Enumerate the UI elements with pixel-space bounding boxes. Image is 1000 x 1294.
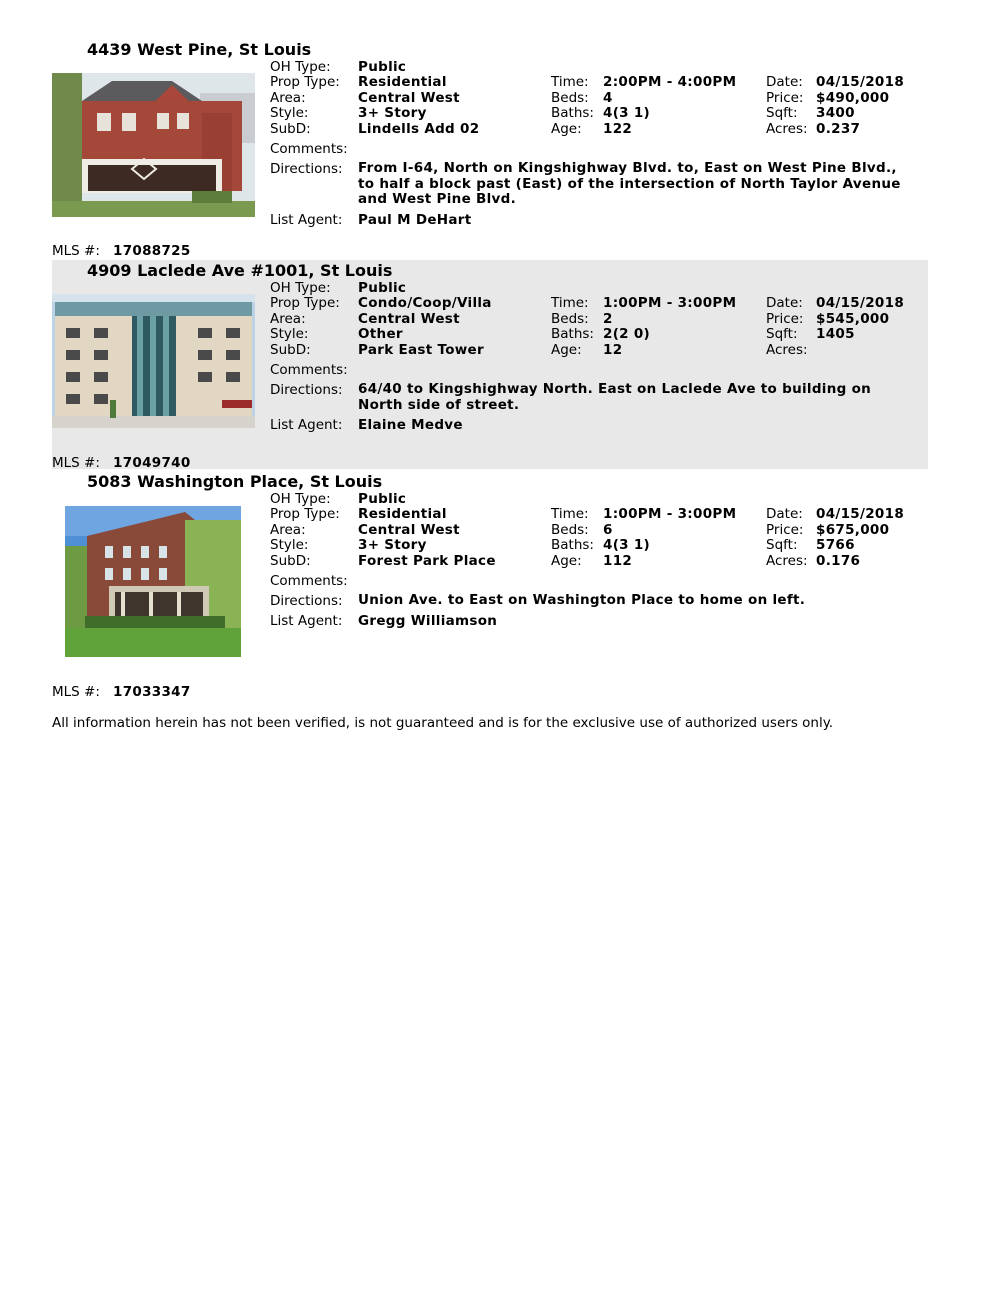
prop-type-value: Condo/Coop/Villa: [358, 295, 492, 311]
area-label: Area:: [270, 311, 306, 327]
directions-value: Union Ave. to East on Washington Place to home on left.: [358, 592, 806, 608]
property-photo[interactable]: [65, 506, 241, 657]
price-label: Price:: [766, 522, 804, 538]
time-value: 1:00PM - 3:00PM: [603, 506, 737, 522]
age-label: Age:: [551, 121, 582, 137]
time-value: 2:00PM - 4:00PM: [603, 74, 737, 90]
sqft-value: 5766: [816, 537, 855, 553]
baths-label: Baths:: [551, 105, 594, 121]
date-label: Date:: [766, 74, 803, 90]
house-photo-image: [52, 73, 255, 217]
directions-label: Directions:: [270, 161, 343, 177]
beds-value: 2: [603, 311, 613, 327]
mls-number[interactable]: 17033347: [113, 684, 191, 700]
age-value: 112: [603, 553, 633, 569]
sqft-value: 1405: [816, 326, 855, 342]
prop-type-label: Prop Type:: [270, 74, 340, 90]
oh-type-value: Public: [358, 59, 407, 75]
directions-label: Directions:: [270, 593, 343, 609]
house-photo-image: [65, 506, 241, 657]
prop-type-label: Prop Type:: [270, 295, 340, 311]
acres-label: Acres:: [766, 121, 808, 137]
directions-value: 64/40 to Kingshighway North. East on Laclede Ave to building on North side of street.: [358, 381, 872, 413]
sqft-label: Sqft:: [766, 105, 798, 121]
baths-label: Baths:: [551, 326, 594, 342]
prop-type-value: Residential: [358, 74, 447, 90]
mls-label: MLS #:: [52, 455, 100, 471]
style-label: Style:: [270, 537, 309, 553]
time-value: 1:00PM - 3:00PM: [603, 295, 737, 311]
baths-value: 2(2 0): [603, 326, 651, 342]
area-value: Central West: [358, 311, 460, 327]
beds-label: Beds:: [551, 311, 589, 327]
property-photo[interactable]: [52, 294, 255, 428]
time-label: Time:: [551, 506, 589, 522]
comments-label: Comments:: [270, 573, 348, 589]
subd-value: Forest Park Place: [358, 553, 496, 569]
date-value: 04/15/2018: [816, 295, 905, 311]
beds-label: Beds:: [551, 522, 589, 538]
subd-value: Lindells Add 02: [358, 121, 480, 137]
price-value: $675,000: [816, 522, 890, 538]
subd-label: SubD:: [270, 553, 311, 569]
area-value: Central West: [358, 90, 460, 106]
age-label: Age:: [551, 342, 582, 358]
comments-label: Comments:: [270, 141, 348, 157]
age-value: 122: [603, 121, 633, 137]
listing-card: [52, 260, 928, 469]
price-value: $545,000: [816, 311, 890, 327]
area-label: Area:: [270, 522, 306, 538]
time-label: Time:: [551, 74, 589, 90]
date-label: Date:: [766, 295, 803, 311]
beds-label: Beds:: [551, 90, 589, 106]
sqft-label: Sqft:: [766, 326, 798, 342]
prop-type-value: Residential: [358, 506, 447, 522]
style-value: 3+ Story: [358, 537, 427, 553]
subd-label: SubD:: [270, 121, 311, 137]
list-agent-value[interactable]: Elaine Medve: [358, 417, 463, 433]
mls-number[interactable]: 17049740: [113, 455, 191, 471]
oh-type-label: OH Type:: [270, 280, 331, 296]
acres-label: Acres:: [766, 553, 808, 569]
area-value: Central West: [358, 522, 460, 538]
acres-value: 0.237: [816, 121, 861, 137]
style-label: Style:: [270, 326, 309, 342]
style-value: 3+ Story: [358, 105, 427, 121]
time-label: Time:: [551, 295, 589, 311]
subd-value: Park East Tower: [358, 342, 484, 358]
list-agent-label: List Agent:: [270, 613, 343, 629]
mls-number[interactable]: 17088725: [113, 243, 191, 259]
list-agent-value[interactable]: Gregg Williamson: [358, 613, 498, 629]
mls-label: MLS #:: [52, 243, 100, 259]
directions-label: Directions:: [270, 382, 343, 398]
prop-type-label: Prop Type:: [270, 506, 340, 522]
style-label: Style:: [270, 105, 309, 121]
beds-value: 4: [603, 90, 613, 106]
property-photo[interactable]: [52, 73, 255, 217]
comments-label: Comments:: [270, 362, 348, 378]
list-agent-label: List Agent:: [270, 417, 343, 433]
oh-type-label: OH Type:: [270, 59, 331, 75]
sqft-value: 3400: [816, 105, 855, 121]
disclaimer-text: All information herein has not been verified, is not guaranteed and is for the exclusive use of authorized users only.: [52, 715, 834, 731]
date-value: 04/15/2018: [816, 74, 905, 90]
beds-value: 6: [603, 522, 613, 538]
listing-card: [52, 38, 928, 258]
sqft-label: Sqft:: [766, 537, 798, 553]
age-label: Age:: [551, 553, 582, 569]
price-label: Price:: [766, 311, 804, 327]
style-value: Other: [358, 326, 403, 342]
date-value: 04/15/2018: [816, 506, 905, 522]
baths-value: 4(3 1): [603, 105, 651, 121]
listing-address[interactable]: 5083 Washington Place, St Louis: [87, 472, 383, 491]
acres-value: 0.176: [816, 553, 861, 569]
date-label: Date:: [766, 506, 803, 522]
acres-label: Acres:: [766, 342, 808, 358]
mls-label: MLS #:: [52, 684, 100, 700]
baths-label: Baths:: [551, 537, 594, 553]
listing-card: [52, 471, 928, 681]
area-label: Area:: [270, 90, 306, 106]
age-value: 12: [603, 342, 623, 358]
listing-address[interactable]: 4909 Laclede Ave #1001, St Louis: [87, 261, 393, 280]
condo-photo-image: [52, 294, 255, 428]
oh-type-value: Public: [358, 491, 407, 507]
price-label: Price:: [766, 90, 804, 106]
price-value: $490,000: [816, 90, 890, 106]
oh-type-value: Public: [358, 280, 407, 296]
oh-type-label: OH Type:: [270, 491, 331, 507]
directions-value: From I-64, North on Kingshighway Blvd. to, East on West Pine Blvd., to half a block past (East) of the intersection of North Taylor Avenue and West Pine Blvd.: [358, 160, 901, 207]
listing-address[interactable]: 4439 West Pine, St Louis: [87, 40, 312, 59]
list-agent-value[interactable]: Paul M DeHart: [358, 212, 472, 228]
baths-value: 4(3 1): [603, 537, 651, 553]
list-agent-label: List Agent:: [270, 212, 343, 228]
subd-label: SubD:: [270, 342, 311, 358]
